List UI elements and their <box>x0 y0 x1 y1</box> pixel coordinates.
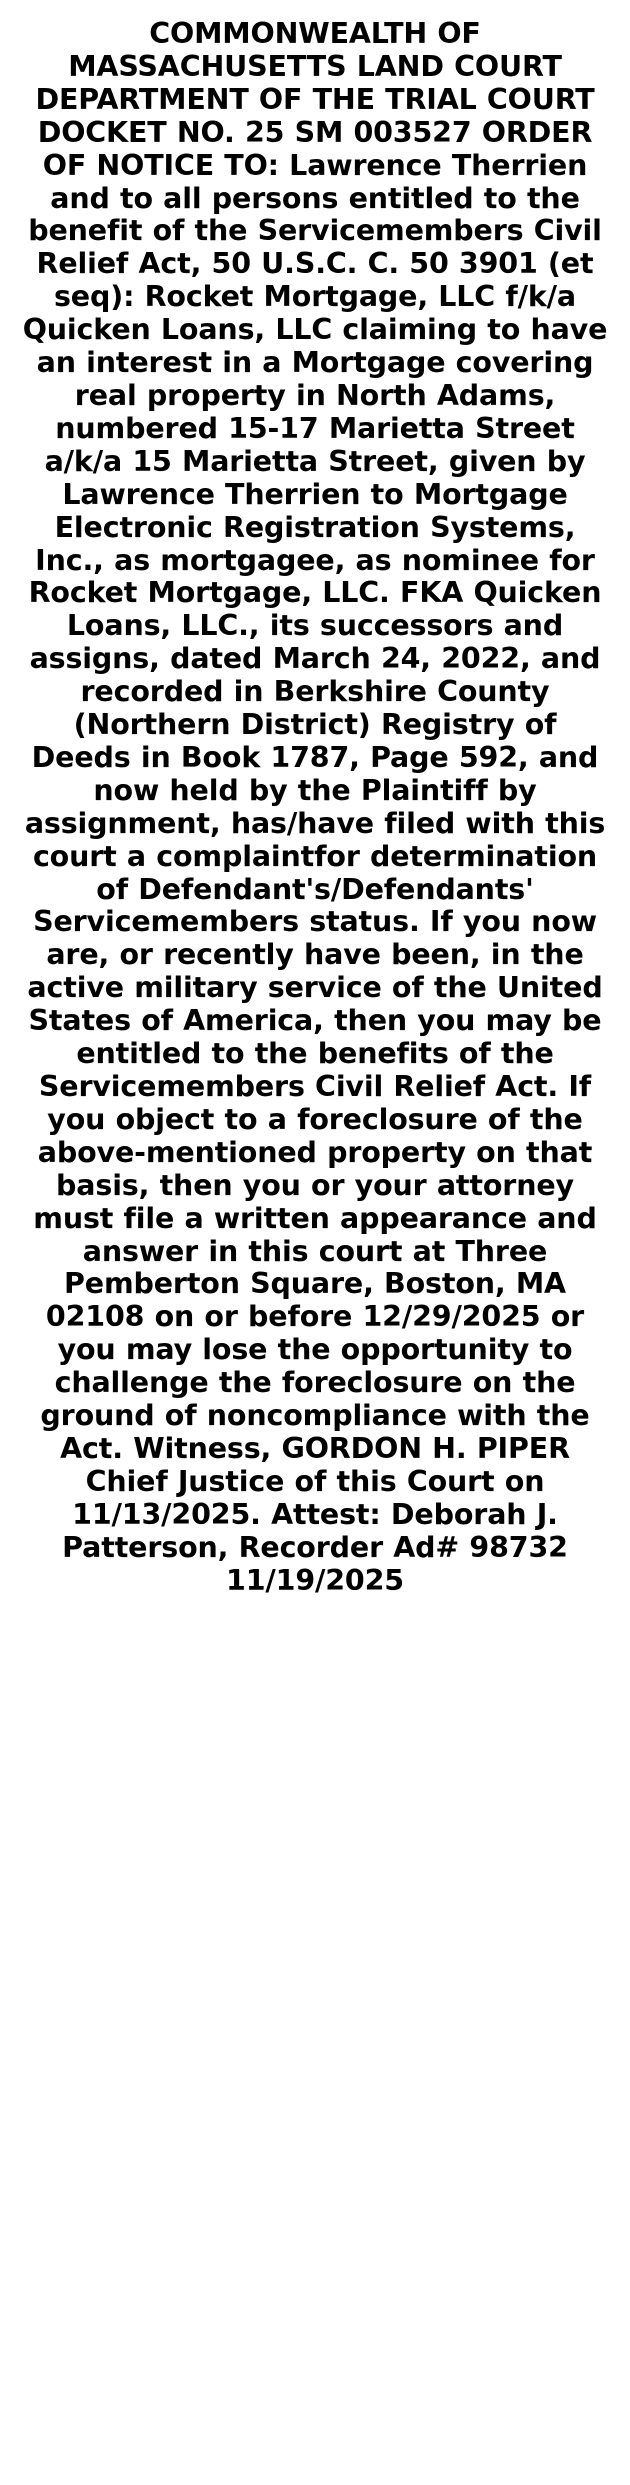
notice-full-text: COMMONWEALTH OF MASSACHUSETTS LAND COURT DEPARTMENT OF THE TRIAL COURT DOCKET NO. 25 SM 003527 ORDER OF NOTICE TO: Lawrence Therrien and to all persons entitled to the benefit of the Servicemembers Civil Relief Act, 50 U.S.C. C. 50 3901 (et seq): Rocket Mortgage, LLC f/k/a Quicken Loans, LLC claiming to have an interest in a Mortgage covering real property in North Adams, numbered 15-17 Marietta Street a/k/a 15 Marietta Street, given by Lawrence Therrien to Mortgage Electronic Registration Systems, Inc., as mortgagee, as nominee for Rocket Mortgage, LLC. FKA Quicken Loans, LLC., its successors and assigns, dated March 24, 2022, and recorded in Berkshire County (Northern District) Registry of Deeds in Book 1787, Page 592, and now held by the Plaintiff by assignment, has/have filed with this court a complaintfor determination of Defendant's/Defendants' Servicemembers status. If you now are, or recently have been, in the active military service of the United States of America, then you may be entitled to the benefits of the Servicemembers Civil Relief Act. If you object to a foreclosure of the above-mentioned property on that basis, then you or your attorney must file a written appearance and answer in this court at Three Pemberton Square, Boston, MA 02108 on or before 12/29/2025 or you may lose the opportunity to challenge the foreclosure on the ground of noncompliance with the Act. Witness, GORDON H. PIPER Chief Justice of this Court on 11/13/2025. Attest: Deborah J. Patterson, Recorder Ad# 98732 11/19/2025 <box>22 17 608 1597</box>
